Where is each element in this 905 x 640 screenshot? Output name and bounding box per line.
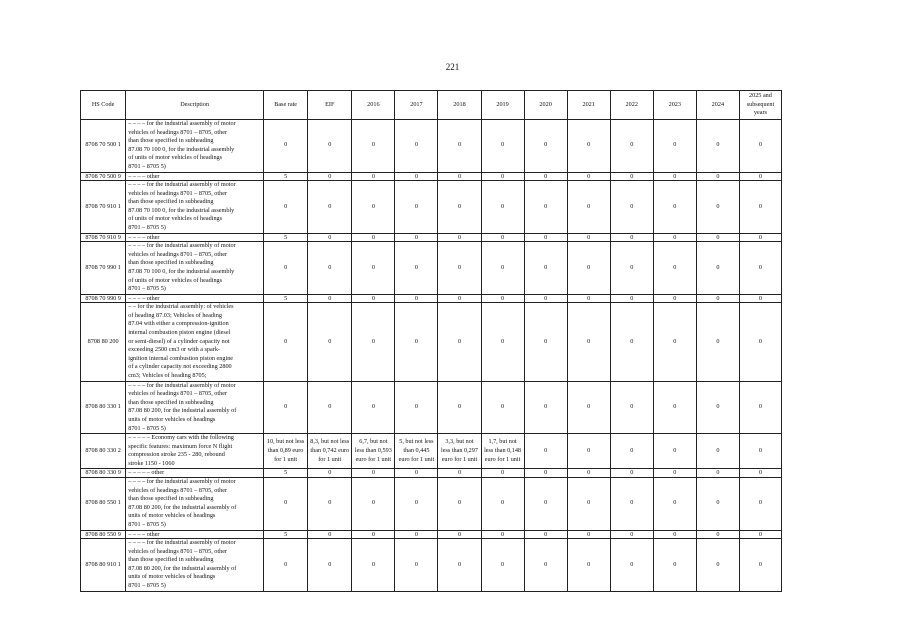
description-line: than those specified in subheading bbox=[128, 137, 214, 145]
column-header: 2017 bbox=[395, 91, 438, 120]
rate-cell: 0 bbox=[696, 434, 739, 469]
description-line: – – – – other bbox=[128, 172, 160, 180]
rate-cell: 0 bbox=[481, 172, 524, 181]
rate-cell: 5 bbox=[264, 469, 308, 478]
description-cell bbox=[126, 381, 264, 434]
description-line: vehicles of headings 8701 – 8705, other bbox=[128, 128, 228, 136]
rate-cell: 0 bbox=[395, 303, 438, 381]
rate-cell: 0 bbox=[739, 120, 781, 173]
rate-cell: 0 bbox=[653, 434, 696, 469]
table-row bbox=[81, 477, 782, 530]
rate-cell: 0 bbox=[696, 469, 739, 478]
rate-cell: 0 bbox=[610, 530, 653, 539]
description-line: vehicles of headings 8701 – 8705, other bbox=[128, 547, 228, 555]
description-line: – – – – for the industrial assembly of motor bbox=[128, 120, 236, 127]
column-header: 2021 bbox=[567, 91, 610, 120]
rate-cell: 8,3, but not less than 0,742 euro for 1 unit bbox=[308, 434, 352, 469]
description-line: – – – – other bbox=[128, 530, 160, 538]
rate-cell: 0 bbox=[308, 469, 352, 478]
rate-cell: 0 bbox=[481, 120, 524, 173]
rate-cell: 5, but not less than 0,445 euro for 1 unit bbox=[395, 434, 438, 469]
rate-cell: 0 bbox=[610, 477, 653, 530]
rate-cell: 0 bbox=[739, 530, 781, 539]
rate-cell: 0 bbox=[653, 120, 696, 173]
rate-cell: 0 bbox=[739, 242, 781, 295]
description-line: than those specified in subheading bbox=[128, 495, 214, 503]
description-line: than those specified in subheading bbox=[128, 198, 214, 206]
rate-cell: 0 bbox=[395, 294, 438, 303]
rate-cell: 0 bbox=[610, 294, 653, 303]
description-line: vehicles of headings 8701 – 8705, other bbox=[128, 189, 228, 197]
rate-cell: 0 bbox=[567, 381, 610, 434]
rate-cell: 0 bbox=[481, 294, 524, 303]
rate-cell: 0 bbox=[481, 477, 524, 530]
rate-cell: 0 bbox=[610, 469, 653, 478]
hs-code-cell: 8708 70 500 1 bbox=[81, 120, 126, 173]
hs-code-cell: 8708 80 550 9 bbox=[81, 530, 126, 539]
rate-cell: 0 bbox=[567, 233, 610, 242]
rate-cell: 0 bbox=[308, 172, 352, 181]
rate-cell: 0 bbox=[653, 172, 696, 181]
rate-cell: 0 bbox=[653, 539, 696, 592]
column-header: 2019 bbox=[481, 91, 524, 120]
rate-cell: 0 bbox=[264, 381, 308, 434]
column-header: 2025 and subsequent years bbox=[739, 91, 781, 120]
description-line: stroke 1150 - 1060 bbox=[128, 459, 175, 467]
description-line: – – – – for the industrial assembly of motor bbox=[128, 539, 236, 547]
rate-cell: 0 bbox=[524, 294, 567, 303]
rate-cell: 5 bbox=[264, 172, 308, 181]
rate-cell: 0 bbox=[524, 120, 567, 173]
rate-cell: 0 bbox=[739, 434, 781, 469]
rate-cell: 0 bbox=[739, 477, 781, 530]
table-row bbox=[81, 303, 782, 381]
description-line: or semi-diesel) of a cylinder capacity not bbox=[128, 337, 230, 345]
rate-cell: 0 bbox=[308, 294, 352, 303]
rate-cell: 0 bbox=[739, 181, 781, 234]
rate-cell: 0 bbox=[352, 294, 395, 303]
rate-cell: 0 bbox=[610, 381, 653, 434]
rate-cell: 0 bbox=[438, 120, 481, 173]
column-header: 2018 bbox=[438, 91, 481, 120]
description-cell bbox=[126, 294, 264, 303]
rate-cell: 0 bbox=[308, 477, 352, 530]
rate-cell: 1,7, but not less than 0,148 euro for 1 unit bbox=[481, 434, 524, 469]
table-row bbox=[81, 539, 782, 592]
description-line: 87.08 70 100 0, for the industrial assembly bbox=[128, 267, 235, 275]
rate-cell: 0 bbox=[653, 381, 696, 434]
rate-cell: 0 bbox=[352, 242, 395, 295]
description-cell bbox=[126, 233, 264, 242]
rate-cell: 0 bbox=[395, 181, 438, 234]
column-header: Base rate bbox=[264, 91, 308, 120]
rate-cell: 0 bbox=[438, 469, 481, 478]
table-body bbox=[81, 120, 782, 592]
description-line: units of motor vehicles of headings bbox=[128, 512, 216, 520]
rate-cell: 0 bbox=[696, 242, 739, 295]
description-cell bbox=[126, 434, 264, 469]
rate-cell: 0 bbox=[352, 120, 395, 173]
rate-cell: 0 bbox=[653, 303, 696, 381]
rate-cell: 0 bbox=[481, 530, 524, 539]
description-line: compression stroke 235 - 280, rebound bbox=[128, 451, 225, 459]
rate-cell: 0 bbox=[739, 381, 781, 434]
rate-cell: 0 bbox=[264, 303, 308, 381]
rate-cell: 0 bbox=[264, 242, 308, 295]
rate-cell: 0 bbox=[438, 381, 481, 434]
column-header: EIF bbox=[308, 91, 352, 120]
rate-cell: 0 bbox=[308, 181, 352, 234]
hs-code-cell: 8708 80 910 1 bbox=[81, 539, 126, 592]
rate-cell: 0 bbox=[696, 233, 739, 242]
description-line: – – for the industrial assembly: of vehicles bbox=[128, 303, 234, 311]
rate-cell: 0 bbox=[481, 539, 524, 592]
rate-cell: 0 bbox=[653, 469, 696, 478]
description-cell bbox=[126, 172, 264, 181]
rate-cell: 0 bbox=[653, 181, 696, 234]
rate-cell: 0 bbox=[352, 303, 395, 381]
rate-cell: 0 bbox=[352, 381, 395, 434]
rate-cell: 5 bbox=[264, 294, 308, 303]
hs-code-cell: 8708 70 910 1 bbox=[81, 181, 126, 234]
rate-cell: 0 bbox=[308, 303, 352, 381]
rate-cell: 0 bbox=[438, 530, 481, 539]
column-header: 2020 bbox=[524, 91, 567, 120]
rate-cell: 0 bbox=[308, 539, 352, 592]
description-line: of heading 87.03; Vehicles of heading bbox=[128, 311, 222, 319]
table-row bbox=[81, 233, 782, 242]
rate-cell: 5 bbox=[264, 530, 308, 539]
rate-cell: 0 bbox=[395, 172, 438, 181]
rate-cell: 0 bbox=[438, 233, 481, 242]
description-cell bbox=[126, 303, 264, 381]
rate-cell: 0 bbox=[696, 530, 739, 539]
rate-cell: 0 bbox=[567, 242, 610, 295]
rate-cell: 0 bbox=[524, 530, 567, 539]
rate-cell: 0 bbox=[264, 120, 308, 173]
rate-cell: 3,3, but not less than 0,297 euro for 1 unit bbox=[438, 434, 481, 469]
rate-cell: 0 bbox=[438, 181, 481, 234]
description-cell bbox=[126, 477, 264, 530]
description-line: – – – – for the industrial assembly of motor bbox=[128, 181, 236, 189]
table-header-row bbox=[81, 91, 782, 120]
rate-cell: 0 bbox=[610, 242, 653, 295]
rate-cell: 0 bbox=[567, 477, 610, 530]
description-cell bbox=[126, 120, 264, 173]
rate-cell: 0 bbox=[438, 294, 481, 303]
rate-cell: 0 bbox=[308, 530, 352, 539]
rate-cell: 0 bbox=[567, 539, 610, 592]
description-line: 87.08 80 200, for the industrial assembly of bbox=[128, 503, 237, 511]
table-row bbox=[81, 181, 782, 234]
rate-cell: 0 bbox=[653, 242, 696, 295]
rate-cell: 0 bbox=[352, 539, 395, 592]
description-line: exceeding 2500 cm3 or with a spark- bbox=[128, 346, 220, 354]
table-row bbox=[81, 434, 782, 469]
rate-cell: 0 bbox=[610, 181, 653, 234]
description-line: ignition internal combustion piston engine bbox=[128, 354, 234, 362]
description-line: 8701 – 8705 5) bbox=[128, 285, 166, 293]
table-row bbox=[81, 469, 782, 478]
rate-cell: 0 bbox=[739, 469, 781, 478]
rate-cell: 0 bbox=[438, 303, 481, 381]
rate-cell: 0 bbox=[352, 181, 395, 234]
rate-cell: 0 bbox=[696, 381, 739, 434]
rate-cell: 0 bbox=[481, 381, 524, 434]
rate-cell: 0 bbox=[610, 233, 653, 242]
hs-code-cell: 8708 70 990 9 bbox=[81, 294, 126, 303]
description-cell bbox=[126, 539, 264, 592]
page-number: 221 bbox=[445, 62, 460, 72]
description-line: cm3; Vehicles of heading 8705; bbox=[128, 371, 207, 379]
hs-code-cell: 8708 70 910 9 bbox=[81, 233, 126, 242]
description-line: 87.08 70 100 0, for the industrial assembly bbox=[128, 145, 235, 153]
hs-code-cell: 8708 80 550 1 bbox=[81, 477, 126, 530]
rate-cell: 0 bbox=[739, 294, 781, 303]
description-line: specific features: maximum force N flight bbox=[128, 442, 233, 450]
rate-cell: 0 bbox=[696, 120, 739, 173]
description-line: units of motor vehicles of headings bbox=[128, 415, 216, 423]
rate-cell: 0 bbox=[395, 477, 438, 530]
rate-cell: 0 bbox=[524, 242, 567, 295]
rate-cell: 0 bbox=[395, 120, 438, 173]
description-line: 8701 – 8705 5) bbox=[128, 224, 166, 232]
description-cell bbox=[126, 242, 264, 295]
hs-code-cell: 8708 80 330 1 bbox=[81, 381, 126, 434]
description-line: than those specified in subheading bbox=[128, 259, 214, 267]
rate-cell: 0 bbox=[653, 477, 696, 530]
rate-cell: 0 bbox=[696, 294, 739, 303]
description-line: than those specified in subheading bbox=[128, 556, 214, 564]
rate-cell: 0 bbox=[395, 539, 438, 592]
rate-cell: 0 bbox=[395, 242, 438, 295]
rate-cell: 0 bbox=[610, 303, 653, 381]
column-header: 2016 bbox=[352, 91, 395, 120]
description-line: 8701 – 8705 5) bbox=[128, 582, 166, 589]
description-line: 8701 – 8705 5) bbox=[128, 162, 166, 170]
description-line: – – – – – other bbox=[128, 469, 165, 477]
hs-code-cell: 8708 70 500 9 bbox=[81, 172, 126, 181]
rate-cell: 0 bbox=[264, 539, 308, 592]
rate-cell: 0 bbox=[610, 539, 653, 592]
rate-cell: 0 bbox=[481, 242, 524, 295]
rate-cell: 0 bbox=[352, 477, 395, 530]
rate-cell: 0 bbox=[524, 434, 567, 469]
rate-cell: 0 bbox=[739, 233, 781, 242]
description-line: of units of motor vehicles of headings bbox=[128, 154, 223, 162]
rate-cell: 0 bbox=[567, 172, 610, 181]
rate-cell: 0 bbox=[567, 294, 610, 303]
rate-cell: 0 bbox=[524, 303, 567, 381]
description-line: – – – – for the industrial assembly of motor bbox=[128, 477, 236, 485]
rate-cell: 0 bbox=[481, 233, 524, 242]
tariff-schedule-table bbox=[80, 90, 782, 592]
rate-cell: 0 bbox=[567, 120, 610, 173]
rate-cell: 0 bbox=[395, 469, 438, 478]
description-line: 8701 – 8705 5) bbox=[128, 520, 166, 528]
rate-cell: 0 bbox=[696, 303, 739, 381]
rate-cell: 0 bbox=[524, 539, 567, 592]
description-cell bbox=[126, 530, 264, 539]
rate-cell: 0 bbox=[610, 434, 653, 469]
hs-code-cell: 8708 80 330 2 bbox=[81, 434, 126, 469]
description-line: units of motor vehicles of headings bbox=[128, 573, 216, 581]
hs-code-cell: 8708 80 200 bbox=[81, 303, 126, 381]
rate-cell: 0 bbox=[264, 181, 308, 234]
hs-code-cell: 8708 70 990 1 bbox=[81, 242, 126, 295]
rate-cell: 0 bbox=[395, 530, 438, 539]
rate-cell: 6,7, but not less than 0,593 euro for 1 unit bbox=[352, 434, 395, 469]
rate-cell: 0 bbox=[352, 530, 395, 539]
table-row bbox=[81, 294, 782, 303]
description-line: vehicles of headings 8701 – 8705, other bbox=[128, 390, 228, 398]
rate-cell: 0 bbox=[567, 469, 610, 478]
rate-cell: 0 bbox=[696, 181, 739, 234]
rate-cell: 0 bbox=[524, 381, 567, 434]
rate-cell: 0 bbox=[524, 477, 567, 530]
column-header: 2022 bbox=[610, 91, 653, 120]
rate-cell: 0 bbox=[481, 469, 524, 478]
rate-cell: 0 bbox=[653, 294, 696, 303]
rate-cell: 0 bbox=[696, 477, 739, 530]
description-line: – – – – other bbox=[128, 294, 160, 302]
rate-cell: 0 bbox=[696, 172, 739, 181]
rate-cell: 0 bbox=[438, 539, 481, 592]
rate-cell: 0 bbox=[567, 181, 610, 234]
column-header: HS Code bbox=[81, 91, 126, 120]
description-line: – – – – for the industrial assembly of motor bbox=[128, 381, 236, 389]
rate-cell: 5 bbox=[264, 233, 308, 242]
rate-cell: 0 bbox=[610, 172, 653, 181]
description-line: 8701 – 8705 5) bbox=[128, 424, 166, 432]
table-row bbox=[81, 242, 782, 295]
rate-cell: 0 bbox=[610, 120, 653, 173]
description-cell bbox=[126, 469, 264, 478]
column-header: Description bbox=[126, 91, 264, 120]
description-line: of a cylinder capacity not exceeding 2800 bbox=[128, 363, 232, 371]
rate-cell: 0 bbox=[481, 181, 524, 234]
rate-cell: 0 bbox=[739, 303, 781, 381]
rate-cell: 0 bbox=[352, 172, 395, 181]
description-line: 87.08 80 200, for the industrial assembly of bbox=[128, 564, 237, 572]
description-line: internal combustion piston engine (diesel bbox=[128, 328, 231, 336]
description-line: 87.04 with either a compression-ignition bbox=[128, 320, 229, 328]
rate-cell: 0 bbox=[481, 303, 524, 381]
hs-code-cell: 8708 80 330 9 bbox=[81, 469, 126, 478]
table-row bbox=[81, 530, 782, 539]
rate-cell: 0 bbox=[524, 181, 567, 234]
rate-cell: 0 bbox=[308, 120, 352, 173]
rate-cell: 0 bbox=[438, 477, 481, 530]
description-line: 87.08 80 200, for the industrial assembly of bbox=[128, 407, 237, 415]
rate-cell: 0 bbox=[696, 539, 739, 592]
rate-cell: 0 bbox=[438, 172, 481, 181]
description-line: 87.08 70 100 0, for the industrial assembly bbox=[128, 206, 235, 214]
rate-cell: 10, but not less than 0,89 euro for 1 unit bbox=[264, 434, 308, 469]
rate-cell: 0 bbox=[395, 381, 438, 434]
rate-cell: 0 bbox=[308, 242, 352, 295]
description-line: – – – – other bbox=[128, 233, 160, 241]
rate-cell: 0 bbox=[567, 434, 610, 469]
rate-cell: 0 bbox=[308, 381, 352, 434]
description-line: of units of motor vehicles of headings bbox=[128, 276, 223, 284]
description-line: vehicles of headings 8701 – 8705, other bbox=[128, 486, 228, 494]
description-cell bbox=[126, 181, 264, 234]
column-header: 2023 bbox=[653, 91, 696, 120]
rate-cell: 0 bbox=[395, 233, 438, 242]
rate-cell: 0 bbox=[524, 469, 567, 478]
rate-cell: 0 bbox=[264, 477, 308, 530]
rate-cell: 0 bbox=[308, 233, 352, 242]
table-row bbox=[81, 120, 782, 173]
description-line: – – – – for the industrial assembly of motor bbox=[128, 242, 236, 250]
table-row bbox=[81, 172, 782, 181]
rate-cell: 0 bbox=[352, 233, 395, 242]
rate-cell: 0 bbox=[438, 242, 481, 295]
rate-cell: 0 bbox=[524, 233, 567, 242]
rate-cell: 0 bbox=[653, 530, 696, 539]
rate-cell: 0 bbox=[567, 303, 610, 381]
column-header: 2024 bbox=[696, 91, 739, 120]
description-line: than those specified in subheading bbox=[128, 398, 214, 406]
description-line: of units of motor vehicles of headings bbox=[128, 215, 223, 223]
description-line: – – – – – Economy cars with the following bbox=[128, 434, 234, 442]
table-row bbox=[81, 381, 782, 434]
description-line: vehicles of headings 8701 – 8705, other bbox=[128, 250, 228, 258]
rate-cell: 0 bbox=[739, 539, 781, 592]
rate-cell: 0 bbox=[567, 530, 610, 539]
rate-cell: 0 bbox=[739, 172, 781, 181]
rate-cell: 0 bbox=[352, 469, 395, 478]
rate-cell: 0 bbox=[653, 233, 696, 242]
rate-cell: 0 bbox=[524, 172, 567, 181]
